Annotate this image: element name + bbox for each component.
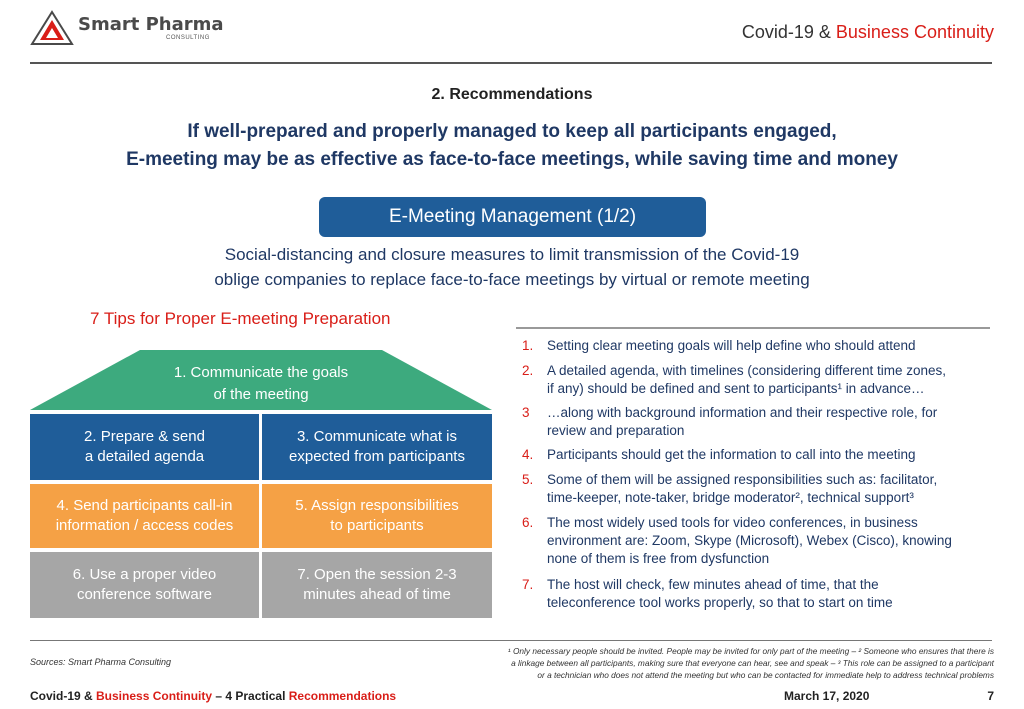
list-item-number: 5. [522,472,534,487]
list-item-line: teleconference tool works properly, so that to start on time [547,595,893,610]
list-item-line: A detailed agenda, with timelines (considering different time zones, [547,363,946,378]
list-item-line: Some of them will be assigned responsibilities such as: facilitator, [547,472,938,487]
list-item-number: 4. [522,447,534,462]
logo-triangle-icon [30,10,74,46]
tip-2-line-1: 2. Prepare & send [84,428,205,445]
context-line-2: oblige companies to replace face-to-face meetings by virtual or remote meeting [214,270,810,289]
pyramid-tip-1 [130,362,392,406]
header-title-part1: Covid-19 & [741,22,836,42]
footnote-line-3: or a technician who does not attend the meeting but who can be contacted for immediate help to address technical problems [537,670,994,680]
tips-title: 7 Tips for Proper E-meeting Preparation [90,309,391,328]
pyramid-tip-5 [262,484,492,548]
logo-subtitle: CONSULTING [166,35,210,41]
list-item-text [547,446,997,464]
list-item-line: if any) should be defined and sent to participants¹ in advance… [547,381,925,396]
list-item-text [547,471,997,507]
tip-7-line-2: minutes ahead of time [303,586,451,603]
tip-5-line-2: to participants [330,517,424,534]
pyramid-tip-6 [30,552,259,618]
list-item-line: Participants should get the information to call into the meeting [547,447,916,462]
list-item-line: environment are: Zoom, Skype (Microsoft), Webex (Cisco), knowing [547,533,952,548]
list-item-number: 2. [522,363,534,378]
footer-divider [30,640,992,641]
list-item-text [547,337,997,355]
footnotes [414,645,994,681]
tip-5-line-1: 5. Assign responsibilities [295,497,459,514]
list-item-line: none of them is free from dysfunction [547,551,770,566]
e-meeting-banner: E-Meeting Management (1/2) [319,197,706,237]
pyramid-tip-2 [30,414,259,480]
tip-6-line-2: conference software [76,586,213,603]
context-line-1: Social-distancing and closure measures to limit transmission of the Covid-19 [224,245,800,264]
header-divider [30,62,992,64]
tip-1-line-2: of the meeting [213,386,309,403]
footer-title [30,689,396,703]
page-number: 7 [987,689,994,703]
footnote-line-1: ¹ Only necessary people should be invited. People may be invited for only part of the meeting – ² Someone who ensures that there is [507,646,994,656]
tip-2-line-2: a detailed agenda [84,448,205,465]
logo-name: Smart Pharma [78,14,224,35]
context-text [100,242,924,292]
tip-3-line-2: expected from participants [289,448,465,465]
pyramid-tip-4 [30,484,259,548]
tip-3-line-1: 3. Communicate what is [296,428,458,445]
pyramid-tip-3 [262,414,492,480]
tip-4-line-2: information / access codes [55,517,234,534]
list-item-number: 1. [522,338,534,353]
list-item-number: 7. [522,577,534,592]
pyramid-tip-7 [262,552,492,618]
list-item-line: time-keeper, note-taker, bridge moderator², technical support³ [547,490,914,505]
tip-1-line-1: 1. Communicate the goals [173,364,349,381]
list-item-line: review and preparation [547,423,685,438]
footer-title-part2: Business Continuity [96,689,213,703]
list-item-line: The most widely used tools for video conferences, in business [547,515,918,530]
footer-title-part4: Recommendations [288,689,397,703]
section-title: 2. Recommendations [431,86,593,103]
footer-title-part1: Covid-19 & [30,689,97,703]
tip-6-line-1: 6. Use a proper video [72,566,217,583]
headline-line-1: If well-prepared and properly managed to keep all participants engaged, [187,121,837,142]
list-item-text [547,404,997,440]
header-title [742,22,994,43]
list-item-text [547,362,997,398]
headline-line-2: E-meeting may be as effective as face-to-face meetings, while saving time and money [126,149,898,170]
sources-note: Sources: Smart Pharma Consulting [30,657,172,667]
footer-date: March 17, 2020 [784,689,870,703]
tip-7-line-1: 7. Open the session 2-3 [297,566,457,583]
list-item-number: 3 [522,405,530,420]
list-item-text [547,576,997,612]
list-item-text [547,514,997,568]
list-item-line: Setting clear meeting goals will help define who should attend [547,338,916,353]
list-item-line: …along with background information and their respective role, for [547,405,938,420]
list-item-line: The host will check, few minutes ahead of time, that the [547,577,879,592]
footnote-line-2: a linkage between all participants, making sure that everyone can hear, see and speak – ³ This role can be assigned to a participant [511,658,994,668]
tips-list-divider [516,327,990,329]
header-title-part2: Business Continuity [835,22,994,42]
list-item-number: 6. [522,515,534,530]
headline [60,118,964,174]
footer-title-part3: – 4 Practical [212,689,289,703]
tip-4-line-1: 4. Send participants call-in [56,497,233,514]
company-logo [30,10,230,46]
